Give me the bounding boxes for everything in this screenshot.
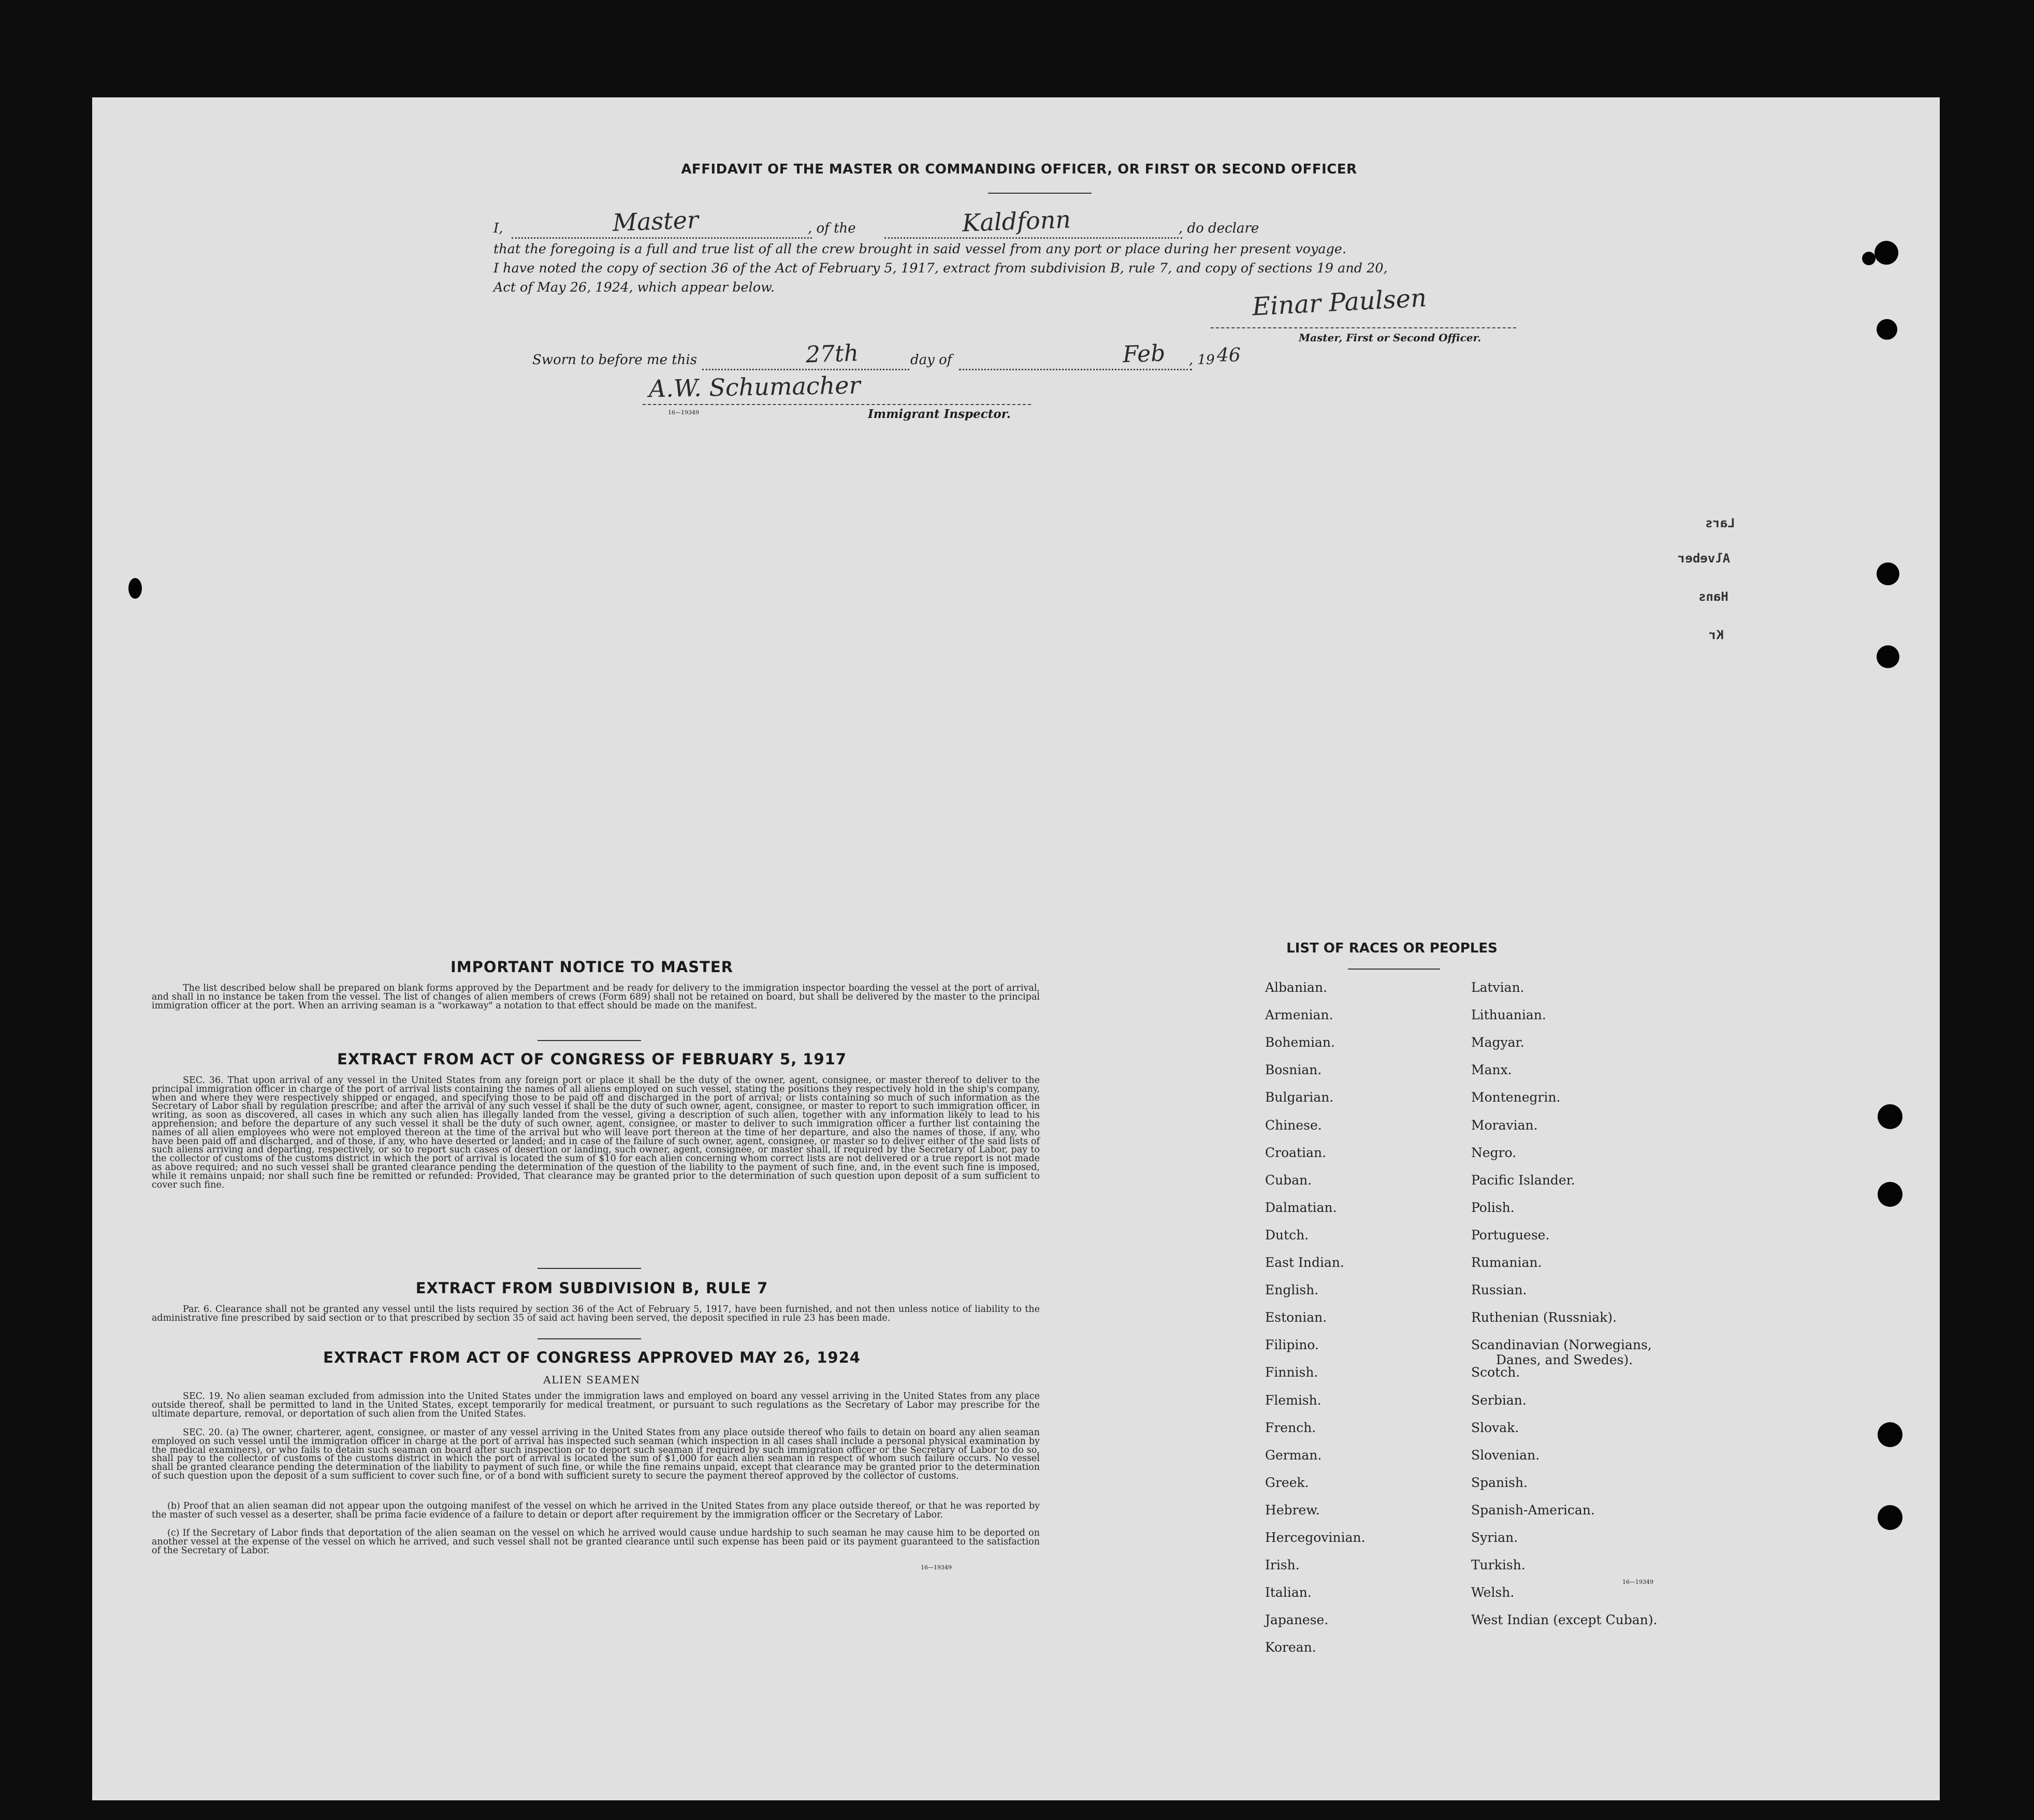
race-item: East Indian.	[1265, 1255, 1344, 1270]
race-item: Slovenian.	[1471, 1447, 1540, 1463]
extract-form-number: 16—19349	[921, 1564, 952, 1571]
race-item: Flemish.	[1265, 1392, 1321, 1408]
race-item: Turkish.	[1471, 1557, 1526, 1573]
race-item: West Indian (except Cuban).	[1471, 1612, 1658, 1628]
bleed-fragment: Hans	[1698, 589, 1728, 604]
races-title: LIST OF RACES OR PEOPLES	[1286, 941, 1498, 956]
extract-1924-sec20a: SEC. 20. (a) The owner, charterer, agent, consignee, or master of any vessel arriving in the United States from any place outside thereof who fails to detain on board any alien seaman employed on such vessel until the immigration officer in charge at the port of arrival has inspected such seaman (which inspection in all cases shall include a personal physical examination by the medical examiners), or who fails to detain such seaman on board after such inspection or to deport such seaman if required by such immigration officer or the Secretary of Labor to do so, shall pay to the collector of customs of the customs district in which the port of arrival is located the sum of $1,000 for each alien seaman in respect of whom such failure occurs. No vessel shall be granted clearance pending the determination of the liability to payment of such fine, or while the fine remains unpaid, except that clearance may be granted prior to the determination of such question upon the deposit of a sum sufficient to cover such fine, or of a bond with sufficient surety to secure the payment thereof approved by the collector of customs.	[152, 1427, 1040, 1481]
race-item: Finnish.	[1265, 1365, 1318, 1380]
document-sheet	[92, 97, 1940, 1800]
do-declare-label: , do declare	[1179, 221, 1259, 236]
notice-title: IMPORTANT NOTICE TO MASTER	[450, 958, 734, 976]
race-item: Armenian.	[1265, 1007, 1333, 1023]
race-item: Slovak.	[1471, 1420, 1519, 1435]
inspector-signature-line	[643, 404, 1031, 405]
race-item: Italian.	[1265, 1585, 1312, 1600]
bleed-fragment: Alveber	[1678, 551, 1731, 566]
master-signature: Einar Paulsen	[1251, 283, 1428, 322]
notice-body: The list described below shall be prepared on blank forms approved by the Department and be ready for delivery to the immigration inspector boarding the vessel at the port of arrival, and shall in no instance be taken from the vessel. The list of changes of alien members of crews (Form 689) shall not be retained on board, but shall be delivered by the master to the principal immigration officer at the port. When an arriving seaman is a "workaway" a notation to that effect should be made on the manifest.	[152, 983, 1040, 1011]
inspector-signature: A.W. Schumacher	[648, 371, 861, 403]
master-title-line	[512, 237, 812, 239]
master-signature-line	[1211, 327, 1516, 328]
race-item: Hebrew.	[1265, 1502, 1320, 1518]
section-divider	[537, 1268, 641, 1269]
race-item: Croatian.	[1265, 1145, 1327, 1160]
race-item: Danes, and Swedes).	[1496, 1352, 1633, 1368]
race-item: Cuban.	[1265, 1172, 1312, 1188]
punch-hole	[1877, 562, 1899, 585]
race-item: Chinese.	[1265, 1117, 1322, 1133]
race-item: English.	[1265, 1282, 1319, 1298]
extract-1917-title: EXTRACT FROM ACT OF CONGRESS OF FEBRUARY 5, 1917	[337, 1050, 847, 1068]
punch-hole	[1878, 1182, 1902, 1207]
race-item: Albanian.	[1265, 980, 1328, 995]
race-item: Magyar.	[1471, 1035, 1524, 1050]
master-title-value: Master	[612, 206, 699, 237]
race-item: Scandinavian (Norwegians,	[1471, 1337, 1652, 1353]
section-divider	[537, 1338, 641, 1339]
race-item: Japanese.	[1265, 1612, 1329, 1628]
of-the-label: , of the	[808, 221, 856, 236]
section-divider	[537, 1040, 641, 1041]
sworn-month-value: Feb	[1122, 340, 1166, 368]
year-value: 46	[1217, 345, 1241, 366]
extract-rule7-body: Par. 6. Clearance shall not be granted any vessel until the lists required by section 36 of the Act of February 5, 1917, have been furnished, and not then unless notice of liability to the administrative fine prescribed by said section or to that prescribed by section 35 of said act having been served, the deposit specified in rule 23 has been made.	[152, 1304, 1040, 1323]
race-item: Estonian.	[1265, 1310, 1327, 1325]
day-of-label: day of	[910, 352, 952, 368]
race-item: Filipino.	[1265, 1337, 1319, 1353]
race-item: Korean.	[1265, 1640, 1316, 1655]
race-item: German.	[1265, 1447, 1322, 1463]
race-item: Spanish.	[1471, 1475, 1528, 1490]
race-item: Montenegrin.	[1471, 1090, 1561, 1105]
bleed-fragment: Kr	[1709, 628, 1724, 642]
extract-rule7-title: EXTRACT FROM SUBDIVISION B, RULE 7	[415, 1279, 768, 1297]
race-item: Scotch.	[1471, 1365, 1520, 1380]
punch-hole	[1878, 1104, 1902, 1129]
bleed-fragment: Lars	[1705, 516, 1735, 530]
race-item: Russian.	[1471, 1282, 1527, 1298]
extract-1924-subtitle: ALIEN SEAMEN	[543, 1374, 641, 1386]
title-underline	[988, 193, 1092, 194]
vessel-name-value: Kaldfonn	[962, 205, 1071, 237]
extract-1924-title: EXTRACT FROM ACT OF CONGRESS APPROVED MAY 26, 1924	[323, 1349, 861, 1366]
race-item: Welsh.	[1471, 1585, 1515, 1600]
affidavit-i-label: I,	[493, 221, 503, 236]
race-item: Spanish-American.	[1471, 1502, 1595, 1518]
race-item: Syrian.	[1471, 1530, 1518, 1545]
sworn-day-line	[702, 369, 909, 370]
race-item: Bosnian.	[1265, 1062, 1322, 1078]
races-form-number: 16—19349	[1622, 1579, 1653, 1585]
sworn-day-value: 27th	[805, 340, 859, 368]
affidavit-line-4: Act of May 26, 1924, which appear below.	[493, 280, 775, 295]
race-item: Ruthenian (Russniak).	[1471, 1310, 1617, 1325]
vessel-name-line	[884, 237, 1182, 239]
race-item: Latvian.	[1471, 980, 1524, 995]
race-item: Bulgarian.	[1265, 1090, 1334, 1105]
race-item: Greek.	[1265, 1475, 1309, 1490]
punch-hole	[1878, 1422, 1902, 1447]
inspector-form-number: 16—19349	[668, 409, 699, 416]
race-item: Bohemian.	[1265, 1035, 1335, 1050]
race-item: Polish.	[1471, 1200, 1515, 1215]
race-item: Negro.	[1471, 1145, 1517, 1160]
race-item: Hercegovinian.	[1265, 1530, 1365, 1545]
inspector-caption: Immigrant Inspector.	[868, 407, 1011, 421]
race-item: Dutch.	[1265, 1227, 1309, 1243]
extract-1924-sec19: SEC. 19. No alien seaman excluded from admission into the United States under the immigration laws and employed on board any vessel arriving in the United States from any place outside thereof, shall be permitted to land in the United States, except temporarily for medical treatment, or pursuant to such regulations as the Secretary of Labor may prescribe for the ultimate departure, removal, or deportation of such alien from the United States.	[152, 1391, 1040, 1419]
punch-hole	[1878, 1505, 1902, 1530]
affidavit-line-2: that the foregoing is a full and true list of all the crew brought in said vessel from any port or place during her present voyage.	[493, 241, 1347, 257]
race-item: Lithuanian.	[1471, 1007, 1546, 1023]
race-item: Pacific Islander.	[1471, 1172, 1575, 1188]
race-item: Serbian.	[1471, 1392, 1527, 1408]
race-item: French.	[1265, 1420, 1316, 1435]
punch-hole	[128, 578, 142, 599]
race-item: Moravian.	[1471, 1117, 1538, 1133]
punch-hole	[1875, 241, 1898, 265]
race-item: Portuguese.	[1471, 1227, 1550, 1243]
race-item: Irish.	[1265, 1557, 1300, 1573]
punch-hole	[1877, 319, 1897, 340]
race-item: Rumanian.	[1471, 1255, 1542, 1270]
race-item: Manx.	[1471, 1062, 1512, 1078]
races-title-underline	[1348, 969, 1440, 970]
master-caption: Master, First or Second Officer.	[1299, 331, 1481, 344]
punch-hole	[1862, 252, 1876, 265]
extract-1924-sec20c: (c) If the Secretary of Labor finds that deportation of the alien seaman on the vessel on which he arrived would cause undue hardship to such seaman he may cause him to be deported on another vessel at the expense of the vessel on which he arrived, and such vessel shall not be granted clearance until such expense has been paid or its payment guaranteed to the satisfaction of the Secretary of Labor.	[152, 1528, 1040, 1556]
punch-hole	[1877, 645, 1899, 668]
affidavit-title: AFFIDAVIT OF THE MASTER OR COMMANDING OFFICER, OR FIRST OR SECOND OFFICER	[681, 162, 1357, 177]
sworn-label: Sworn to before me this	[532, 352, 698, 368]
extract-1917-body: SEC. 36. That upon arrival of any vessel in the United States from any foreign port or place it shall be the duty of the owner, agent, consignee, or master thereof to deliver to the principal immigration officer in charge of the port of arrival lists containing the names of all aliens employed on such vessel, stating the positions they respectively hold in the ship's company, when and where they were respectively shipped or engaged, and specifying those to be paid off and discharged in the port of arrival; or lists containing so much of such information as the Secretary of Labor shall by regulation prescribe; and after the arrival of any such vessel it shall be the duty of such owner, agent, consignee, or master to report to such immigration officer, in writing, as soon as discovered, all cases in which any such alien has illegally landed from the vessel, giving a description of such alien, together with any information likely to lead to his apprehension; and before the departure of any such vessel it shall be the duty of such owner, agent, consignee, or master to deliver to such immigration officer a further list containing the names of all alien employees who were not employed thereon at the time of the arrival but who will leave port thereon at the time of her departure, and also the names of those, if any, who have been paid off and discharged, and of those, if any, who have deserted or landed; and in case of the failure of such owner, agent, consignee, or master so to deliver either of the said lists of such aliens arriving and departing, respectively, or so to report such cases of desertion or landing, such owner, agent, consignee, or master shall, if required by the Secretary of Labor, pay to the collector of customs of the customs district in which the port of arrival is located the sum of $10 for each alien concerning whom correct lists are not delivered or a true report is not made as above required; and no such vessel shall be granted clearance pending the determination of the question of the liability to the payment of such fine, and, in the event such fine is imposed, while it remains unpaid; nor shall such fine be remitted or refunded: Provided, That clearance may be granted prior to the determination of such question upon deposit of a sum sufficient to cover such fine.	[152, 1075, 1040, 1190]
affidavit-line-3: I have noted the copy of section 36 of the Act of February 5, 1917, extract from subdivision B, rule 7, and copy of sections 19 and 20,	[493, 261, 1388, 276]
race-item: Dalmatian.	[1265, 1200, 1337, 1215]
sworn-month-line	[959, 369, 1192, 370]
year-prefix: , 19	[1189, 352, 1215, 368]
extract-1924-sec20b: (b) Proof that an alien seaman did not appear upon the outgoing manifest of the vessel on which he arrived in the United States from any place outside thereof, or that he was reported by the master of such vessel as a deserter, shall be prima facie evidence of a failure to detain or deport after requirement by the immigration officer or the Secretary of Labor.	[152, 1501, 1040, 1520]
